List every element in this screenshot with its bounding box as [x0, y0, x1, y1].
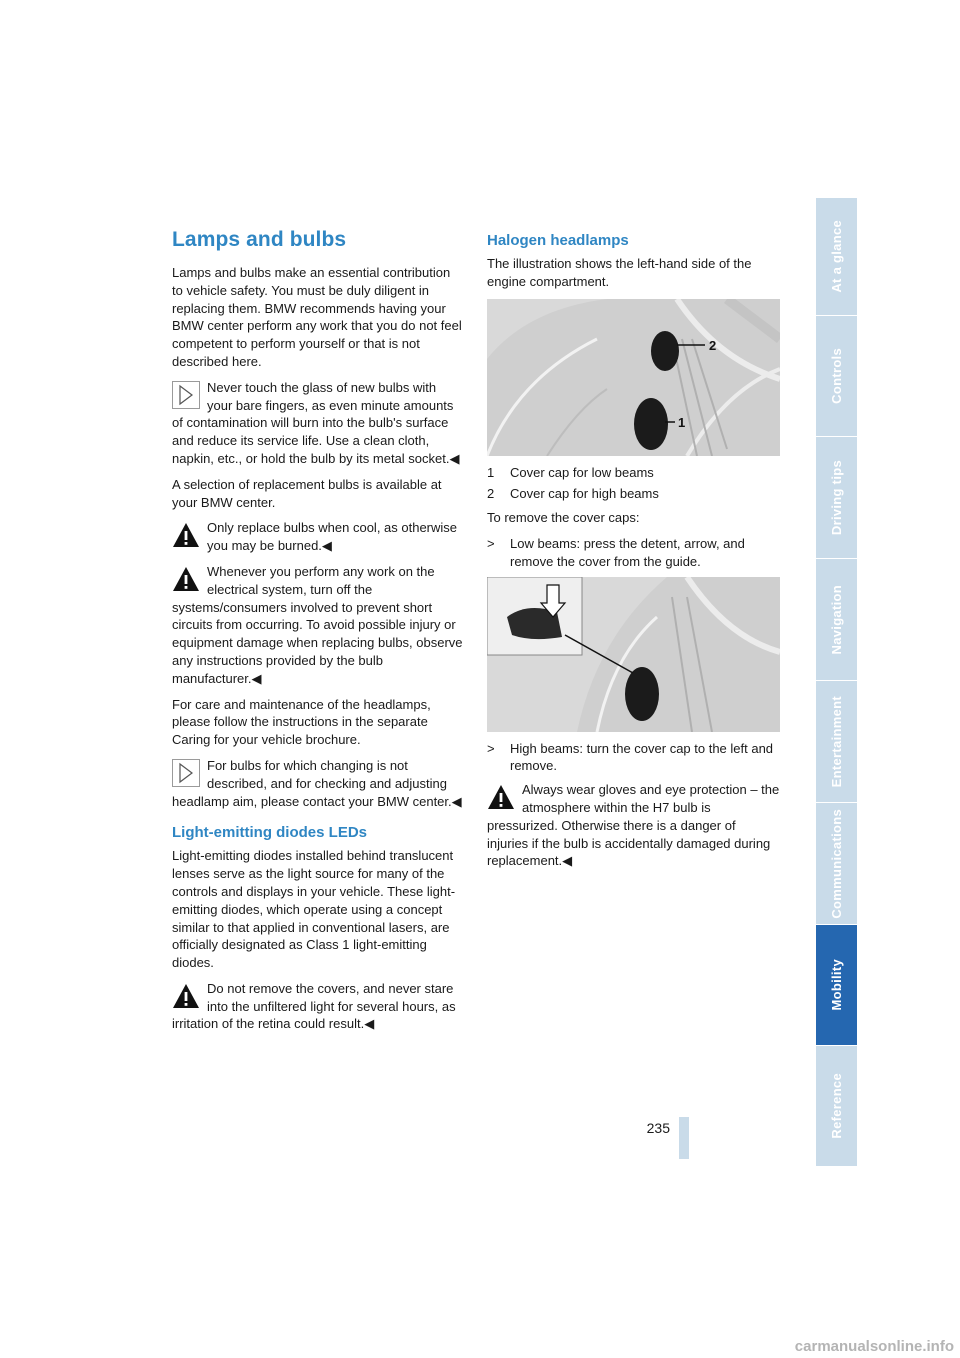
warning-h7-bulb [487, 781, 780, 870]
intro-paragraph: Lamps and bulbs make an essential contribution to vehicle safety. You must be duly diligent in replacing them. BMW recommends having your BMW center perform any work that you do not feel competent to perform yourself or that is not described here. [172, 265, 462, 369]
legend-text: Cover cap for high beams [510, 486, 659, 502]
callout-2: 2 [709, 337, 717, 353]
bullet-marker: > [487, 740, 495, 756]
legend-number: 2 [487, 486, 495, 502]
warning-electrical-text: Whenever you perform any work on the electrical system, turn off the systems/consumers involved to prevent short circuits from occurring. To avoid possible injury or equipment damage when replacing bulbs, observe any instructions provided by the bulb manufacturer.◀ [172, 563, 463, 686]
bullet-high-beams [487, 740, 780, 776]
warning-cool-bulbs-text: Only replace bulbs when cool, as otherwise you may be burned.◀ [207, 520, 458, 554]
note-bulb-glass [172, 379, 463, 468]
section-title-leds: Light-emitting diodes LEDs [172, 824, 367, 842]
warning-icon [172, 521, 200, 549]
warning-led-light-text: Do not remove the covers, and never stare into the unfiltered light for several hours, as irritation of the retina could result.◀ [172, 980, 456, 1032]
bullet-marker: > [487, 535, 495, 551]
tab-driving-tips[interactable] [816, 437, 857, 559]
warning-icon [172, 565, 200, 593]
chapter-tabs [816, 198, 857, 1167]
note-triangle-icon [172, 759, 200, 787]
bullet-low-beams [487, 535, 780, 571]
page-number: 235 [646, 1120, 670, 1136]
tab-reference[interactable] [816, 1046, 857, 1167]
watermark: carmanualsonline.info [794, 1338, 954, 1355]
tab-navigation[interactable] [816, 559, 857, 681]
tab-mobility[interactable] [816, 925, 857, 1046]
note-headlamp-aim-text: For bulbs for which changing is not described, and for checking and adjusting headlamp aim, please contact your BMW center.◀ [172, 757, 462, 809]
tab-label: Communications [829, 808, 844, 919]
led-paragraph: Light-emitting diodes installed behind translucent lenses serve as the light source for many of the controls and displays in your vehicle. These light-emitting diodes, which operate using a concept similar to that applied in conventional lasers, are officially designated as Class 1 light-emitting diodes. [172, 848, 456, 971]
legend-item [487, 485, 780, 503]
bullet-low-beams-text: Low beams: press the detent, arrow, and remove the cover from the guide. [510, 535, 745, 569]
section-title-halogen: Halogen headlamps [487, 232, 629, 249]
left-column [172, 228, 463, 1041]
tab-label: Driving tips [829, 459, 844, 536]
warning-icon [487, 783, 515, 811]
halogen-intro: The illustration shows the left-hand side of the engine compartment. [487, 256, 752, 289]
low-beam-cover-illustration [487, 577, 780, 732]
section-title-lamps: Lamps and bulbs [172, 228, 347, 251]
selection-paragraph: A selection of replacement bulbs is available at your BMW center. [172, 476, 442, 510]
engine-compartment-illustration [487, 299, 780, 456]
note-bulb-glass-text: Never touch the glass of new bulbs with your bare fingers, as even minute amounts of contamination will burn into the bulb's surface and reduce its service life. Use a clean cloth, napkin, etc., or hold the bulb by its metal socket.◀ [172, 379, 460, 466]
tab-communications[interactable] [816, 803, 857, 925]
page-number-bar [679, 1117, 689, 1159]
tab-label: Reference [829, 1073, 844, 1139]
tab-controls[interactable] [816, 316, 857, 437]
tab-label: At a glance [829, 220, 844, 293]
care-paragraph: For care and maintenance of the headlamps, please follow the instructions in the separate Caring for your vehicle brochure. [172, 696, 431, 748]
right-column [487, 228, 780, 878]
warning-cool-bulbs [172, 519, 463, 555]
note-triangle-icon [172, 381, 200, 409]
warning-electrical [172, 563, 463, 688]
tab-label: Navigation [829, 584, 844, 655]
remove-intro: To remove the cover caps: [487, 510, 640, 526]
tab-label: Controls [829, 348, 844, 404]
tab-entertainment[interactable] [816, 681, 857, 803]
warning-icon [172, 982, 200, 1010]
tab-label: Entertainment [829, 695, 844, 788]
legend-text: Cover cap for low beams [510, 464, 654, 480]
legend-number: 1 [487, 464, 495, 480]
bullet-high-beams-text: High beams: turn the cover cap to the left and remove. [510, 740, 774, 774]
note-headlamp-aim [172, 757, 463, 810]
warning-h7-bulb-text: Always wear gloves and eye protection – the atmosphere within the H7 bulb is pressurized. Otherwise there is a danger of injuries if the bulb is accidentally damaged during replacement.◀ [487, 782, 780, 869]
legend-item [487, 464, 780, 482]
tab-at-a-glance[interactable] [816, 198, 857, 316]
tab-label: Mobility [829, 959, 844, 1011]
callout-1: 1 [678, 414, 686, 430]
warning-led-light [172, 980, 463, 1033]
